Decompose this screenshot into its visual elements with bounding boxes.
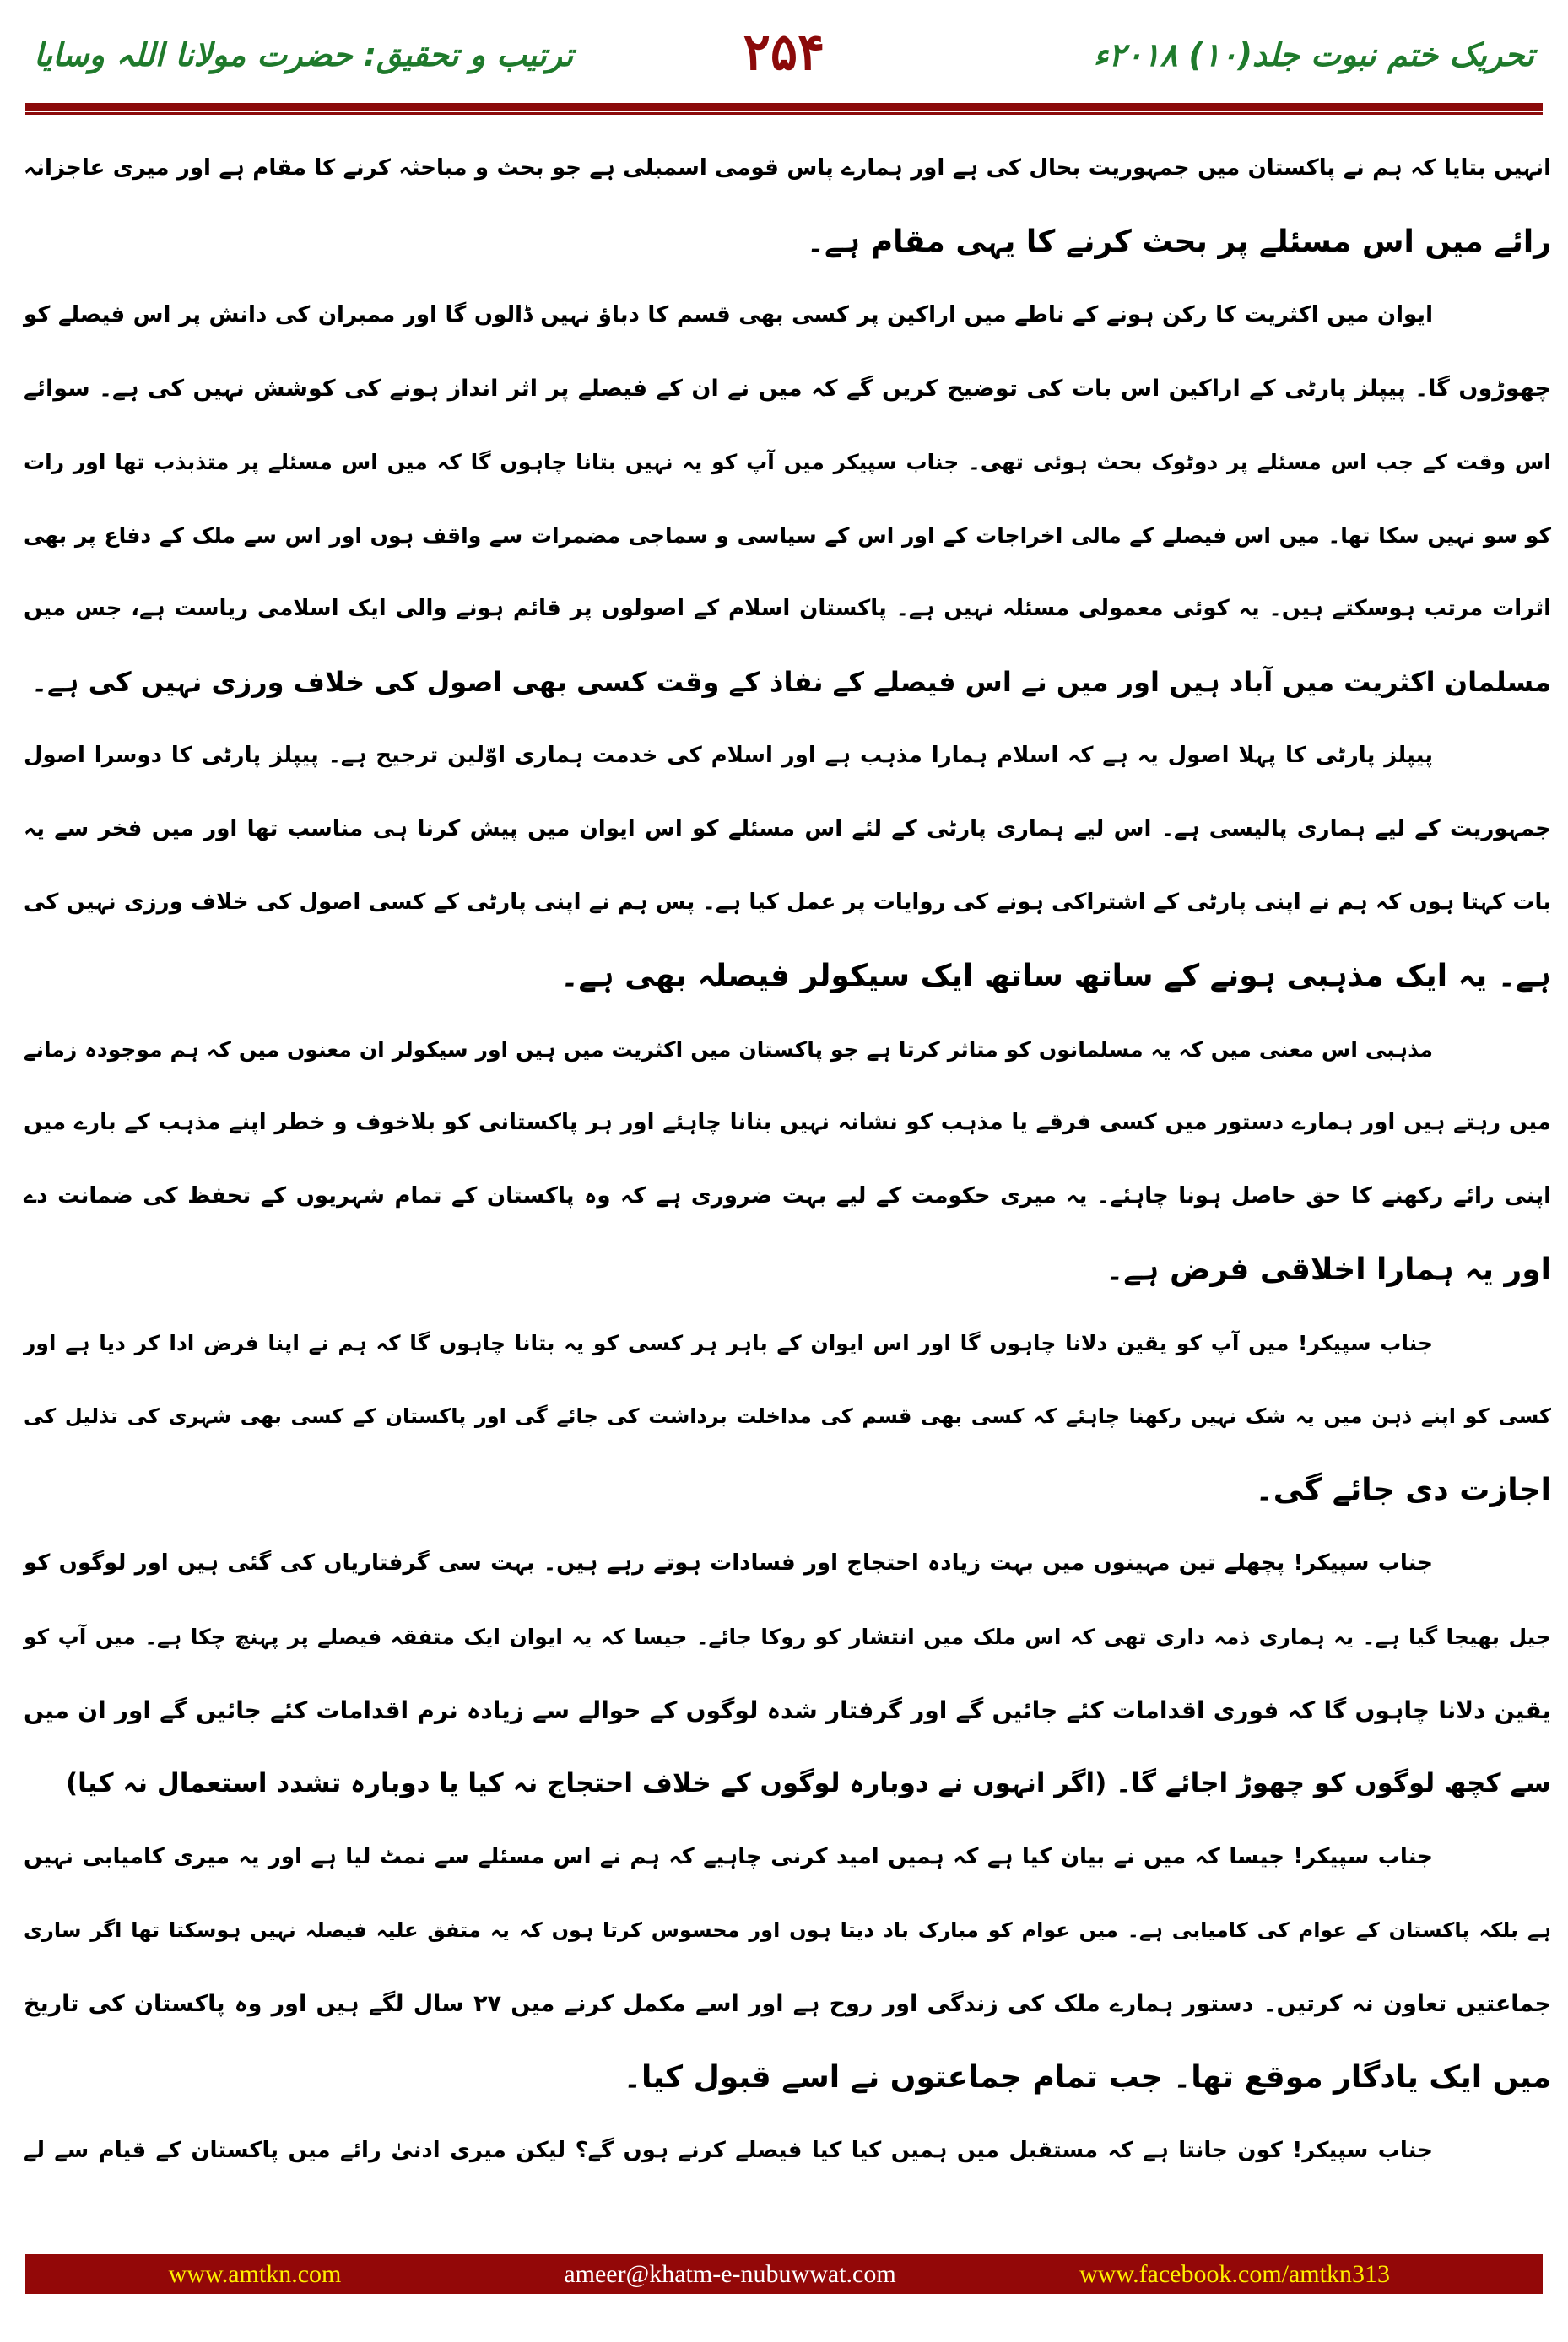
text-line: سے کچھ لوگوں کو چھوڑ اجائے گا۔ (اگر انہوں نے دوبارہ لوگوں کے خلاف احتجاج نہ کیا یا دوبارہ تشدد استعمال نہ کیا) [65, 1768, 1551, 1798]
email-link[interactable]: ameer@khatm-e-nubuwwat.com [564, 2260, 896, 2288]
text-line: پیپلز پارٹی کا پہلا اصول یہ ہے کہ اسلام ہمارا مذہب ہے اور اسلام کی خدمت ہماری اوّلین ترجیح ہے۔ پیپلز پارٹی کا دوسرا اصول [24, 743, 1433, 768]
text-line: یقین دلانا چاہوں گا کہ فوری اقدامات کئے جائیں گے اور گرفتار شدہ لوگوں کے حوالے سے زیادہ نرم اقدامات کئے جائیں گے اور ان میں [24, 1696, 1551, 1724]
facebook-link[interactable]: www.facebook.com/amtkn313 [1079, 2260, 1390, 2288]
text-line: اثرات مرتب ہوسکتے ہیں۔ یہ کوئی معمولی مسئلہ نہیں ہے۔ پاکستان اسلام کے اصولوں پر قائم ہونے والی ایک اسلامی ریاست ہے، جس میں [24, 596, 1551, 621]
text-line: ہے بلکہ پاکستان کے عوام کی کامیابی ہے۔ میں عوام کو مبارک باد دیتا ہوں اور محسوس کرتا ہوں کہ یہ متفق علیہ فیصلہ نہیں ہوسکتا تھا اگر ساری [24, 1918, 1551, 1942]
text-line: بات کہتا ہوں کہ ہم نے اپنی پارٹی کے اشتراکی ہونے کی روایات پر عمل کیا ہے۔ پس ہم نے اپنی پارٹی کے کسی اصول کی خلاف ورزی نہیں کی [24, 890, 1551, 915]
text-line: جمہوریت کے لیے ہماری پالیسی ہے۔ اس لیے ہماری پارٹی کے لئے اس مسئلے کو اس ایوان میں پیش کرنا ہی مناسب تھا اور میں فخر سے یہ [24, 816, 1551, 841]
text-line: انہیں بتایا کہ ہم نے پاکستان میں جمہوریت بحال کی ہے اور ہمارے پاس قومی اسمبلی ہے جو بحث و مباحثہ کرنے کا مقام ہے اور میری عاجزانہ [24, 155, 1551, 181]
text-line: ایوان میں اکثریت کا رکن ہونے کے ناطے میں اراکین پر کسی بھی قسم کا دباؤ نہیں ڈالوں گا اور ممبران کی دانش پر اس فیصلے کو [24, 302, 1433, 327]
text-line: مسلمان اکثریت میں آباد ہیں اور میں نے اس فیصلے کے نفاذ کے وقت کسی بھی اصول کی خلاف ورزی نہیں کی ہے۔ [31, 666, 1551, 698]
text-line: میں رہتے ہیں اور ہمارے دستور میں کسی فرقے یا مذہب کو نشانہ نہیں بنانا چاہئے اور ہر پاکستانی کو بلاخوف و خطر اپنے مذہب کے بارے میں [24, 1110, 1551, 1135]
text-line: جناب سپیکر! کون جانتا ہے کہ مستقبل میں ہمیں کیا کیا فیصلے کرنے ہوں گے؟ لیکن میری ادنیٰ رائے میں پاکستان کے قیام سے لے [24, 2138, 1433, 2163]
page-body-text [24, 132, 1551, 2188]
text-line: جناب سپیکر! میں آپ کو یقین دلانا چاہوں گا اور اس ایوان کے باہر ہر کسی کو یہ بتانا چاہوں گا کہ ہم نے اپنا فرض ادا کر دیا ہے اور [24, 1331, 1433, 1355]
text-line: میں ایک یادگار موقع تھا۔ جب تمام جماعتوں نے اسے قبول کیا۔ [623, 2060, 1551, 2095]
text-line: جماعتیں تعاون نہ کرتیں۔ دستور ہمارے ملک کی زندگی اور روح ہے اور اسے مکمل کرنے میں ۲۷ سال لگے ہیں اور وہ پاکستان کی تاریخ [24, 1991, 1551, 2017]
text-line: جناب سپیکر! جیسا کہ میں نے بیان کیا ہے کہ ہمیں امید کرنی چاہیے کہ ہم نے اس مسئلے سے نمٹ لیا ہے اور یہ میری کامیابی نہیں [24, 1844, 1433, 1869]
compiler-credit: ترتیب و تحقیق: حضرت مولانا اللہ وسایا [34, 36, 574, 73]
text-line: اس وقت کے جب اس مسئلے پر دوٹوک بحث ہوئی تھی۔ جناب سپیکر میں آپ کو یہ نہیں بتانا چاہوں گا کہ میں اس مسئلے پر متذبذب تھا اور رات [24, 450, 1551, 474]
footer-bar [25, 2254, 1543, 2294]
text-line: رائے میں اس مسئلے پر بحث کرنے کا یہی مقام ہے۔ [806, 224, 1551, 259]
text-line: کسی کو اپنے ذہن میں یہ شک نہیں رکھنا چاہئے کہ کسی بھی قسم کی مداخلت برداشت کی جائے گی اور پاکستان کے کسی بھی شہری کی تذلیل کی [24, 1404, 1551, 1428]
text-line: جیل بھیجا گیا ہے۔ یہ ہماری ذمہ داری تھی کہ اس ملک میں انتشار کو روکا جائے۔ جیسا کہ یہ ایوان ایک متفقہ فیصلے پر پہنچ چکا ہے۔ میں آپ کو [24, 1625, 1551, 1649]
page-number: ۲۵۴ [743, 23, 825, 82]
website-link[interactable]: www.amtkn.com [168, 2260, 342, 2288]
header-divider-thin [25, 112, 1543, 115]
text-line: مذہبی اس معنی میں کہ یہ مسلمانوں کو متاثر کرتا ہے جو پاکستان میں اکثریت میں ہیں اور سیکولر ان معنوں میں کہ ہم موجودہ زمانے [24, 1037, 1433, 1062]
text-line: اپنی رائے رکھنے کا حق حاصل ہونا چاہئے۔ یہ میری حکومت کے لیے بہت ضروری ہے کہ وہ پاکستان کے تمام شہریوں کے تحفظ کی ضمانت دے [24, 1183, 1551, 1209]
header-divider-thick [25, 103, 1543, 111]
text-line: جناب سپیکر! پچھلے تین مہینوں میں بہت زیادہ احتجاج اور فسادات ہوتے رہے ہیں۔ بہت سی گرفتاریاں کی گئی ہیں اور لوگوں کو [24, 1550, 1433, 1576]
text-line: ہے۔ یہ ایک مذہبی ہونے کے ساتھ ساتھ ایک سیکولر فیصلہ بھی ہے۔ [560, 959, 1551, 993]
text-line: کو سو نہیں سکا تھا۔ میں اس فیصلے کے مالی اخراجات کے اور اس کے سیاسی و سماجی مضمرات سے واقف ہوں اور اس سے ملک کے دفاع پر بھی [24, 523, 1551, 548]
text-line: اجازت دی جائے گی۔ [1255, 1473, 1551, 1507]
text-line: چھوڑوں گا۔ پیپلز پارٹی کے اراکین اس بات کی توضیح کریں گے کہ میں نے ان کے فیصلے پر اثر انداز ہونے کی کوشش نہیں کی ہے۔ سوائے [24, 376, 1551, 402]
series-title: تحریک ختم نبوت جلد(۱۰) ۲۰۱۸ء [1093, 36, 1534, 73]
text-line: اور یہ ہمارا اخلاقی فرض ہے۔ [1106, 1252, 1551, 1287]
